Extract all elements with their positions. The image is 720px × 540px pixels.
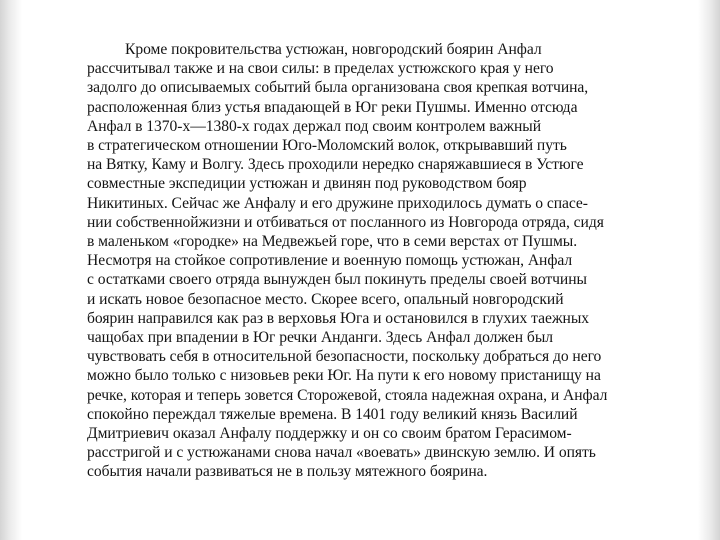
text-line: чащобах при впадении в Юг речки Анданги. Здесь Анфал должен был [87, 329, 553, 347]
text-line: совместные экспедиции устюжан и двинян под руководством бояр [87, 175, 527, 193]
right-edge-shadow [698, 0, 720, 540]
text-line: Дмитриевич оказал Анфалу поддержку и он со своим братом Герасимом- [87, 425, 572, 443]
text-line: боярин направился как раз в верховья Юга и остановился в глухих таежных [87, 309, 590, 327]
text-line: можно было только с низовьев реки Юг. На пути к его новому пристанищу на [87, 367, 601, 385]
document-page [87, 40, 697, 482]
text-line: Никитиных. Сейчас же Анфалу и его дружине приходилось думать о спасе- [87, 194, 588, 212]
text-line: расположенная близ устья впадающей в Юг реки Пушмы. Именно отсюда [87, 98, 578, 116]
text-line: в стратегическом отношении Юго-Моломский волок, открывавший путь [87, 137, 567, 155]
text-paragraph [87, 40, 697, 482]
text-line: задолго до описываемых событий была организована своя крепкая вотчина, [87, 79, 589, 97]
text-line: рассчитывал также и на свои силы: в пределах устюжского края у него [87, 60, 554, 78]
text-line: в маленьком «городке» на Медвежьей горе, что в семи верстах от Пушмы. [87, 233, 578, 251]
text-line: с остатками своего отряда вынужден был покинуть пределы своей вотчины [87, 271, 587, 289]
text-line: нии собственнойжизни и отбиваться от посланного из Новгорода отряда, сидя [87, 213, 604, 231]
text-line: расстригой и с устюжанами снова начал «воевать» двинскую землю. И опять [87, 444, 596, 462]
text-line: и искать новое безопасное место. Скорее всего, опальный новгородский [87, 290, 564, 308]
text-line: речке, которая и теперь зовется Сторожевой, стояла надежная охрана, и Анфал [87, 386, 608, 404]
text-line: чувствовать себя в относительной безопасности, поскольку добраться до него [87, 348, 602, 366]
left-edge-shadow [0, 0, 22, 540]
text-line: Кроме покровительства устюжан, новгородский боярин Анфал [125, 41, 542, 58]
text-line: на Вятку, Каму и Волгу. Здесь проходили нередко снаряжавшиеся в Устюге [87, 156, 584, 174]
text-line: события начали развиваться не в пользу мятежного боярина. [87, 463, 488, 481]
text-line: Анфал в 1370-х—1380-х годах держал под своим контролем важный [87, 117, 541, 135]
text-line: Несмотря на стойкое сопротивление и военную помощь устюжан, Анфал [87, 252, 573, 270]
text-line: спокойно переждал тяжелые времена. В 1401 году великий князь Василий [87, 405, 578, 423]
